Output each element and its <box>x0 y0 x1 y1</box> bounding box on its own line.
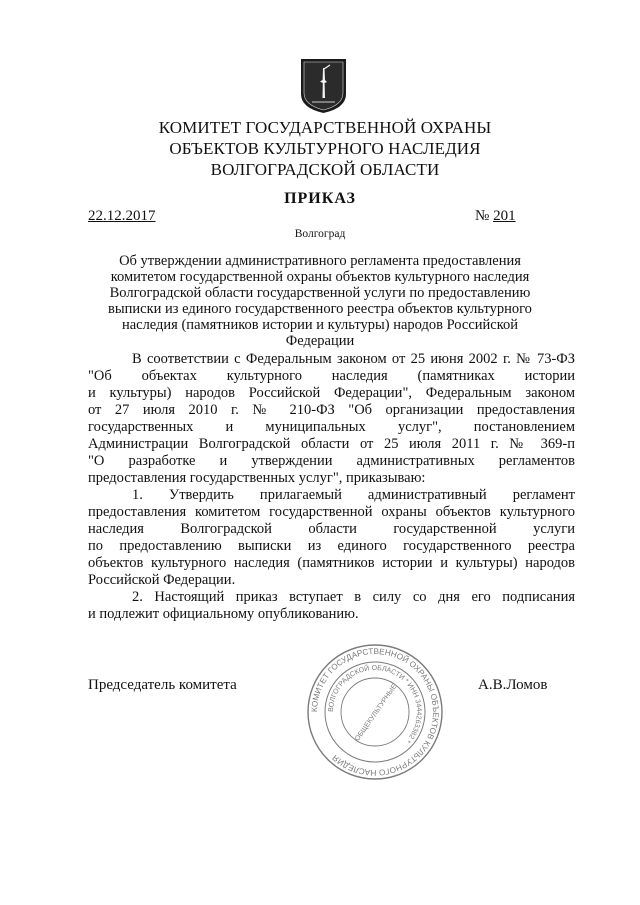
body-line: В соответствии с Федеральным законом от 25 июня 2002 г. № 73-ФЗ <box>132 351 575 367</box>
subject-line: выписки из единого государственного реестра объектов культурного <box>108 301 532 317</box>
subject-line: Об утверждении административного регламента предоставления <box>119 253 521 269</box>
item-1-line: объектов культурного наследия (памятников истории и культуры) народов <box>88 555 575 571</box>
item-1-line: по предоставлению выписки из единого государственного реестра <box>88 538 575 554</box>
item-1-line: 1. Утвердить прилагаемый административный регламент <box>132 487 575 503</box>
coat-of-arms-icon <box>300 58 347 114</box>
document-city: Волгоград <box>294 228 346 240</box>
document-type: ПРИКАЗ <box>284 190 356 207</box>
item-2-line: 2. Настоящий приказ вступает в силу со дня его подписания <box>132 589 575 605</box>
svg-text:ВОЛГОГРАДСКОЙ ОБЛАСТИ * ИНН 34: ВОЛГОГРАДСКОЙ ОБЛАСТИ * ИНН 3444263382 * <box>327 664 423 744</box>
subject-line: наследия (памятников истории и культуры) народов Российской <box>121 317 519 333</box>
document-subject <box>100 253 540 349</box>
subject-line: Федерации <box>285 333 355 349</box>
item-1-line: предоставления комитетом государственной охраны объектов культурного <box>88 504 575 520</box>
body-line: предоставления государственных услуг", приказываю: <box>88 470 426 486</box>
body-line: и культуры) народов Российской Федерации", Федеральным законом <box>88 385 575 401</box>
subject-line: Волгоградской области государственной услуги по предоставлению <box>109 285 531 301</box>
svg-text:КОМИТЕТ ГОСУДАРСТВЕННОЙ ОХРАНЫ: КОМИТЕТ ГОСУДАРСТВЕННОЙ ОХРАНЫ ОБЪЕКТОВ КУЛЬТУРНОГО НАСЛЕДИЯ <box>309 646 441 778</box>
body-line: "О разработке и утверждении административных регламентов <box>88 453 575 469</box>
organization-name <box>150 117 500 180</box>
signatory-name: А.В.Ломов <box>478 677 548 693</box>
subject-line: комитетом государственной охраны объектов культурного наследия <box>110 269 530 285</box>
svg-text:ОБЩЕКУЛЬТУРНЫЕ: ОБЩЕКУЛЬТУРНЫЕ <box>354 683 399 743</box>
org-line: ОБЪЕКТОВ КУЛЬТУРНОГО НАСЛЕДИЯ <box>169 139 481 158</box>
document-date: 22.12.2017 <box>88 208 156 224</box>
org-line: КОМИТЕТ ГОСУДАРСТВЕННОЙ ОХРАНЫ <box>158 118 492 137</box>
item-1-line: Российской Федерации. <box>88 572 236 588</box>
body-line: Администрации Волгоградской области от 25 июля 2011 г. № 369-п <box>88 436 575 452</box>
item-2-line: и подлежит официальному опубликованию. <box>88 606 359 622</box>
document-body <box>88 351 575 623</box>
body-line: от 27 июля 2010 г. № 210-ФЗ "Об организации предоставления <box>88 402 575 418</box>
body-line: "Об объектах культурного наследия (памятниках истории <box>88 368 575 384</box>
document-number <box>475 208 516 225</box>
number-prefix: № <box>475 208 490 224</box>
org-line: ВОЛГОГРАДСКОЙ ОБЛАСТИ <box>210 160 440 179</box>
official-seal-icon <box>305 642 445 782</box>
signatory-position: Председатель комитета <box>88 677 237 693</box>
item-1-line: наследия Волгоградской области государственной услуги <box>88 521 575 537</box>
body-line: государственных и муниципальных услуг", постановлением <box>88 419 575 435</box>
number-value: 201 <box>493 208 516 224</box>
